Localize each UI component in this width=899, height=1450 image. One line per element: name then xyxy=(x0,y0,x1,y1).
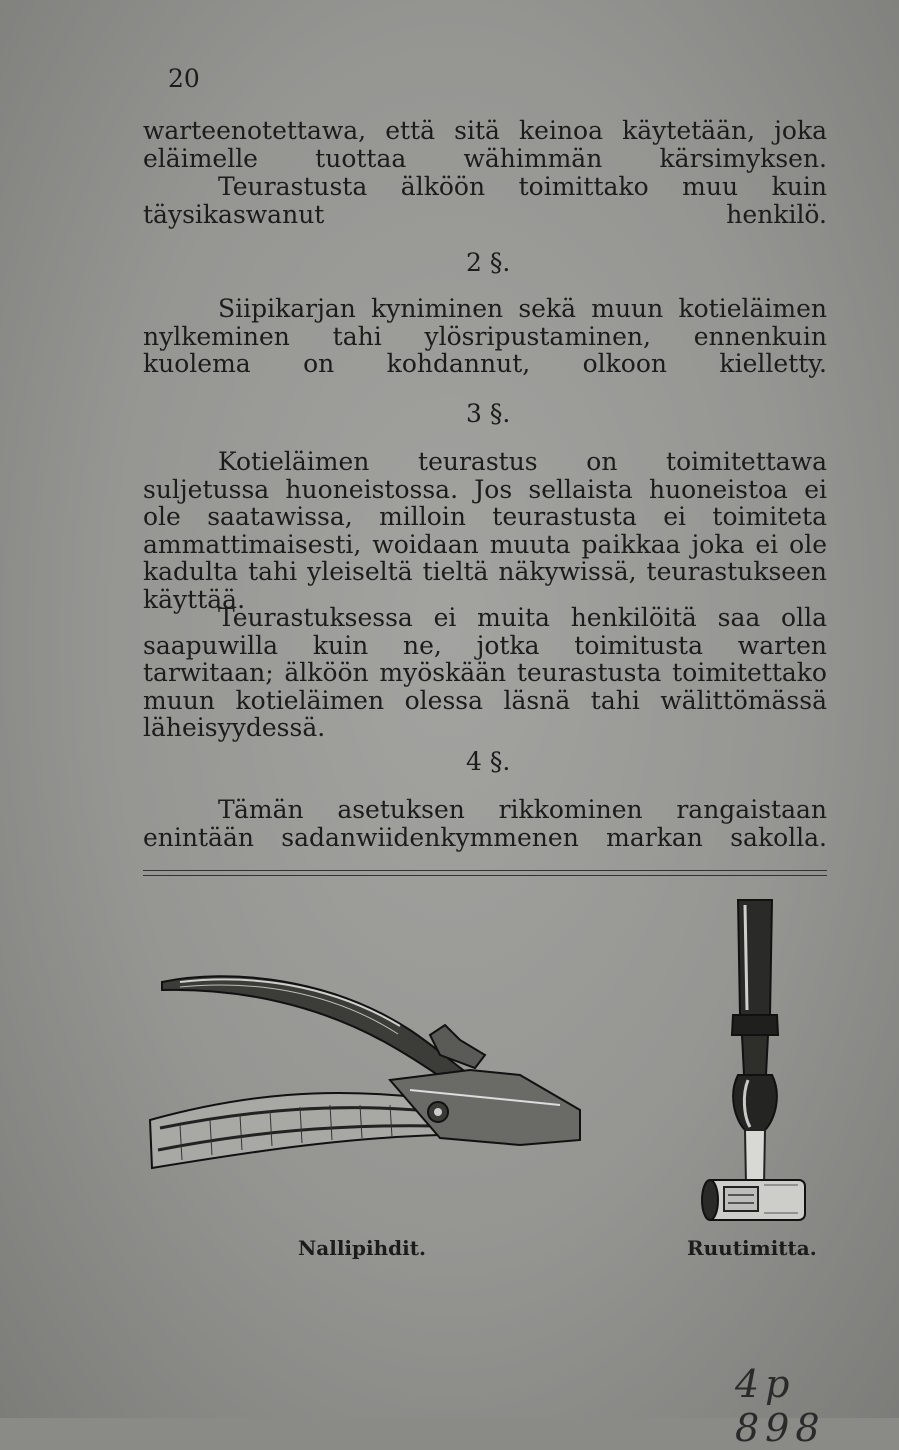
section-4-heading: 4 §. xyxy=(466,747,511,776)
section-2-heading: 2 §. xyxy=(466,248,511,277)
handwritten-shelf-mark: 4p 898 xyxy=(735,1362,826,1450)
section-3-heading: 3 §. xyxy=(466,399,511,428)
section-3-body-1: Kotieläimen teurastus on toimitettawa suljetussa huoneistossa. Jos sellaista huoneistoa ei ole saatawissa, milloin teurastusta ei toimiteta ammattimaisesti, woidaan muuta paikkaa joka ei ole kadulta tahi yleiseltä tieltä näkywissä, teurastukseen käyttää. xyxy=(143,447,827,614)
paragraph-2 xyxy=(143,173,827,228)
caption-pincers: Nallipihdit. xyxy=(298,1236,426,1260)
paragraph-1 xyxy=(143,117,827,172)
separator-rule-top xyxy=(143,870,827,871)
section-2-text xyxy=(143,295,827,378)
caption-powder-measure: Ruutimitta. xyxy=(687,1236,817,1260)
powder-measure-illustration xyxy=(700,895,815,1225)
section-4-text xyxy=(143,796,827,851)
section-3-text-1 xyxy=(143,448,827,614)
paragraph-1-text: warteenotettawa, että sitä keinoa käytetään, joka eläimelle tuottaa wähimmän kärsimyksen. xyxy=(143,116,827,173)
pincers-illustration xyxy=(140,960,590,1175)
section-3-body-2: Teurastuksessa ei muita henkilöitä saa olla saapuwilla kuin ne, jotka toimitusta warten tarwitaan; älköön myöskään teurastusta toimitettako muun kotieläimen olessa läsnä tahi wälittömässä läheisyydessä. xyxy=(143,603,827,743)
section-3-text-2 xyxy=(143,604,827,742)
section-4-body: Tämän asetuksen rikkominen rangaistaan enintään sadanwiidenkymmenen markan sakolla. xyxy=(143,795,827,852)
paragraph-2-text: Teurastusta älköön toimittako muu kuin täysikaswanut henkilö. xyxy=(143,172,827,229)
separator-rule-bottom xyxy=(143,875,827,876)
section-2-body: Siipikarjan kyniminen sekä muun kotieläimen nylkeminen tahi ylösripustaminen, ennenkuin kuolema on kohdannut, olkoon kielletty. xyxy=(143,294,827,379)
page-number: 20 xyxy=(168,64,200,93)
